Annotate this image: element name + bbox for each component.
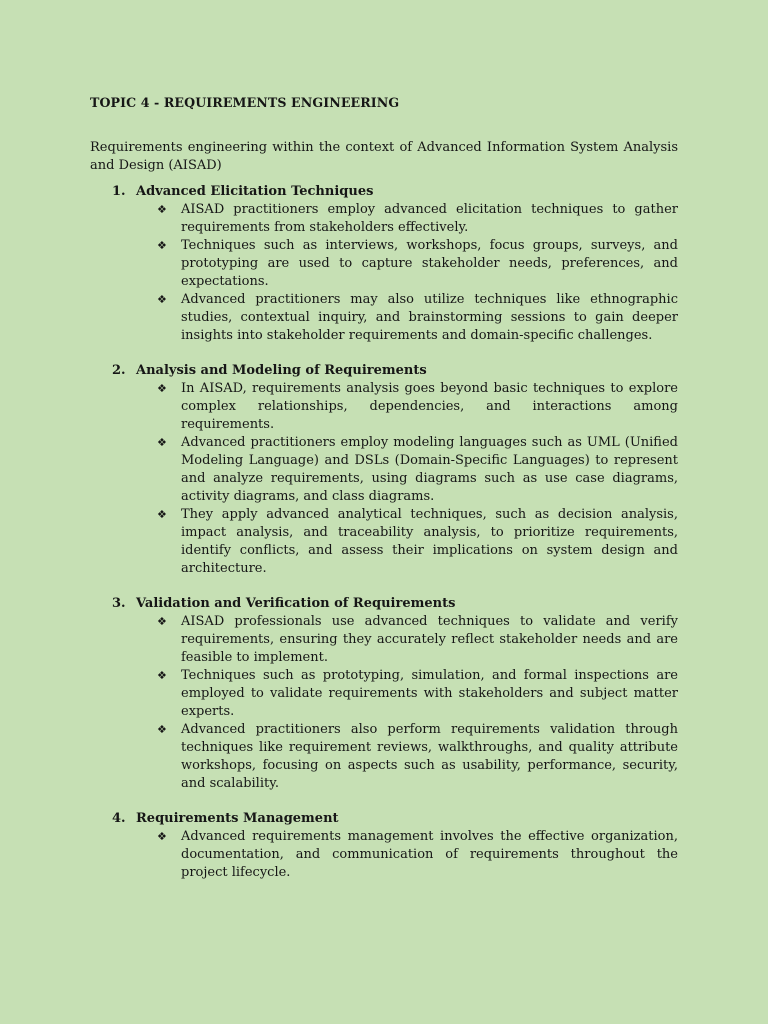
section-3 bbox=[90, 595, 678, 793]
bullet-list bbox=[90, 380, 678, 578]
bullet-item bbox=[157, 434, 678, 506]
diamond-bullet-icon: ❖ bbox=[157, 203, 167, 216]
bullet-text: Advanced requirements management involves the effective organization, documentation, and communication of requirements throughout the project lifecycle. bbox=[181, 829, 678, 880]
diamond-bullet-icon: ❖ bbox=[157, 723, 167, 736]
bullet-text: Advanced practitioners employ modeling languages such as UML (Unified Modeling Language) and DSLs (Domain-Specific Languages) to represent and analyze requirements, using diagrams such as use case diagrams, activity diagrams, and class diagrams. bbox=[181, 435, 678, 504]
section-number: 2. bbox=[112, 363, 126, 378]
bullet-item bbox=[157, 380, 678, 434]
diamond-bullet-icon: ❖ bbox=[157, 669, 167, 682]
bullet-text: AISAD practitioners employ advanced elicitation techniques to gather requirements from stakeholders effectively. bbox=[181, 202, 678, 235]
bullet-item bbox=[157, 291, 678, 345]
section-number: 3. bbox=[112, 596, 126, 611]
diamond-bullet-icon: ❖ bbox=[157, 508, 167, 521]
bullet-item bbox=[157, 613, 678, 667]
section-title: Validation and Verification of Requirements bbox=[136, 596, 456, 611]
section-title: Requirements Management bbox=[136, 811, 339, 826]
bullet-text: AISAD professionals use advanced techniques to validate and verify requirements, ensuring they accurately reflect stakeholder needs and are feasible to implement. bbox=[181, 614, 678, 665]
diamond-bullet-icon: ❖ bbox=[157, 830, 167, 843]
bullet-list bbox=[90, 613, 678, 793]
diamond-bullet-icon: ❖ bbox=[157, 239, 167, 252]
bullet-list bbox=[90, 201, 678, 345]
bullet-list bbox=[90, 828, 678, 882]
bullet-item bbox=[157, 828, 678, 882]
bullet-text: Advanced practitioners also perform requirements validation through techniques like requirement reviews, walkthroughs, and quality attribute workshops, focusing on aspects such as usability, performance, security, and scalability. bbox=[181, 722, 678, 791]
section-title: Advanced Elicitation Techniques bbox=[136, 184, 374, 199]
bullet-item bbox=[157, 201, 678, 237]
bullet-text: They apply advanced analytical techniques, such as decision analysis, impact analysis, and traceability analysis, to prioritize requirements, identify conflicts, and assess their implications on system design and architecture. bbox=[181, 507, 678, 576]
section-title: Analysis and Modeling of Requirements bbox=[136, 363, 427, 378]
bullet-item bbox=[157, 721, 678, 793]
section-number: 1. bbox=[112, 184, 126, 199]
bullet-text: Advanced practitioners may also utilize techniques like ethnographic studies, contextual inquiry, and brainstorming sessions to gain deeper insights into stakeholder requirements and domain-specific challenges. bbox=[181, 292, 678, 343]
bullet-text: Techniques such as interviews, workshops, focus groups, surveys, and prototyping are used to capture stakeholder needs, preferences, and expectations. bbox=[181, 238, 678, 289]
bullet-text: In AISAD, requirements analysis goes beyond basic techniques to explore complex relationships, dependencies, and interactions among requirements. bbox=[181, 381, 678, 432]
bullet-item bbox=[157, 237, 678, 291]
section-heading bbox=[90, 810, 678, 828]
section-list bbox=[90, 183, 678, 882]
bullet-item bbox=[157, 667, 678, 721]
section-1 bbox=[90, 183, 678, 345]
section-heading bbox=[90, 362, 678, 380]
section-heading bbox=[90, 595, 678, 613]
diamond-bullet-icon: ❖ bbox=[157, 382, 167, 395]
diamond-bullet-icon: ❖ bbox=[157, 615, 167, 628]
bullet-item bbox=[157, 506, 678, 578]
diamond-bullet-icon: ❖ bbox=[157, 293, 167, 306]
diamond-bullet-icon: ❖ bbox=[157, 436, 167, 449]
section-number: 4. bbox=[112, 811, 126, 826]
section-heading bbox=[90, 183, 678, 201]
section-4 bbox=[90, 810, 678, 882]
intro-paragraph: Requirements engineering within the context of Advanced Information System Analysis and Design (AISAD) bbox=[90, 140, 678, 173]
bullet-text: Techniques such as prototyping, simulation, and formal inspections are employed to validate requirements with stakeholders and subject matter experts. bbox=[181, 668, 678, 719]
page-title: TOPIC 4 - REQUIREMENTS ENGINEERING bbox=[90, 95, 400, 110]
section-2 bbox=[90, 362, 678, 578]
